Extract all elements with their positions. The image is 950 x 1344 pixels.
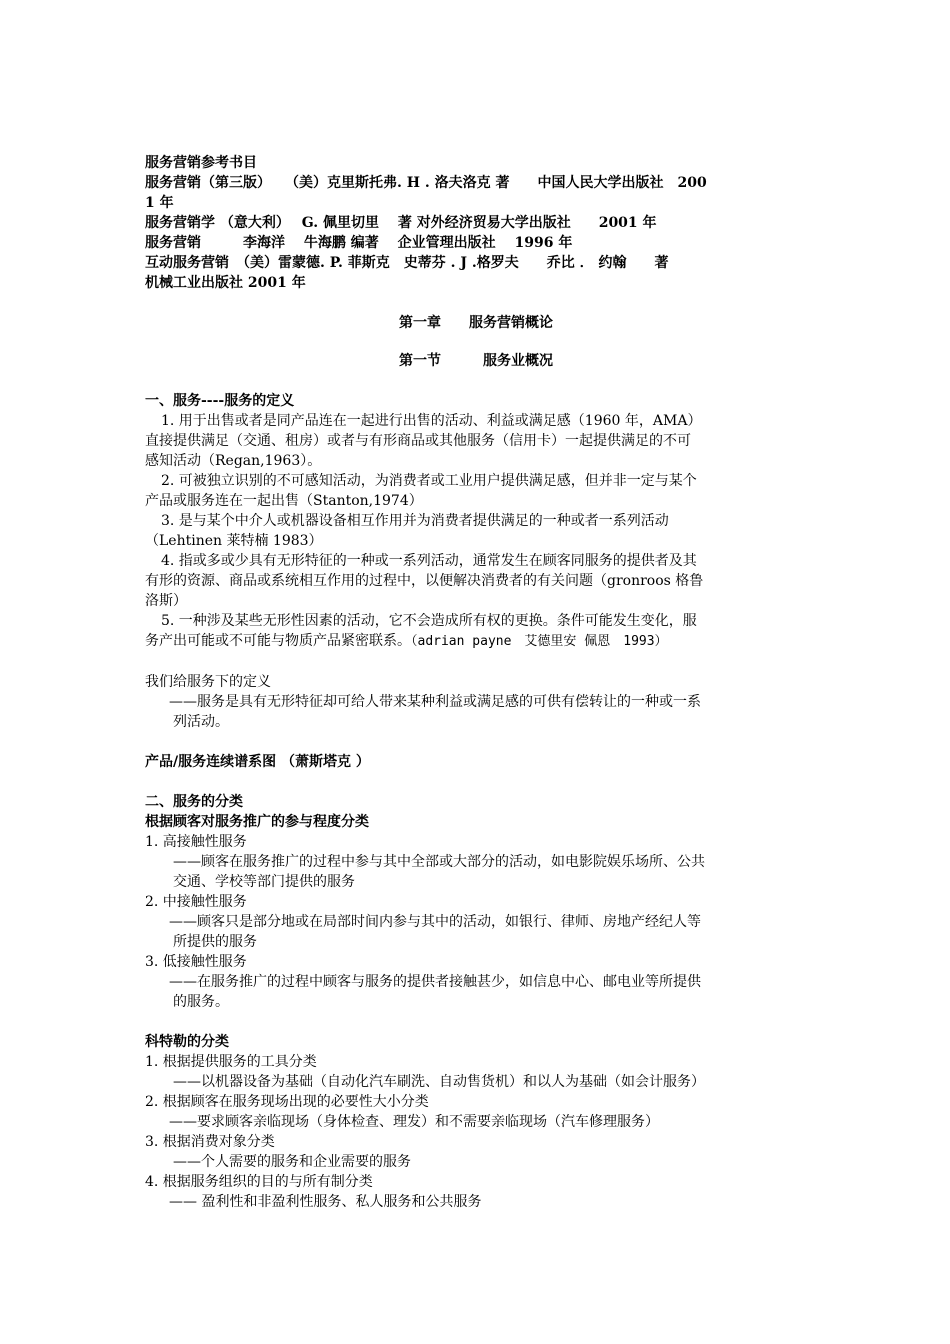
medium-contact-desc: ——顾客只是部分地或在局部时间内参与其中的活动，如银行、律师、房地产经纪人等 [169, 914, 701, 930]
medium-contact-desc-cont: 所提供的服务 [173, 934, 257, 950]
classification-heading: 二、服务的分类 [145, 794, 243, 810]
high-contact-desc-cont: 交通、学校等部门提供的服务 [173, 874, 355, 890]
reference-4: 互动服务营销 （美）雷蒙德. P. 菲斯克 史蒂芬 . J .格罗夫 乔比 ． 约翰 著 [145, 255, 669, 271]
high-contact-item: 1. 高接触性服务 [145, 834, 247, 850]
section-title: 第一节 服务业概况 [399, 353, 553, 369]
document-page [145, 153, 807, 1212]
high-contact-desc: ——顾客在服务推广的过程中参与其中全部或大部分的活动，如电影院娱乐场所、公共 [173, 854, 705, 870]
definition-2-cont: 产品或服务连在一起出售（Stanton,1974） [145, 493, 423, 509]
kotler-item-3-desc: ——个人需要的服务和企业需要的服务 [173, 1154, 411, 1170]
definition-4-cont: 有形的资源、商品或系统相互作用的过程中，以便解决消费者的有关问题（gronroos 格鲁 [145, 573, 704, 589]
low-contact-desc: ——在服务推广的过程中顾客与服务的提供者接触甚少，如信息中心、邮电业等所提供 [169, 974, 701, 990]
definition-5: 5. 一种涉及某些无形性因素的活动，它不会造成所有权的更换。条件可能发生变化，服 [161, 613, 697, 629]
reference-1: 服务营销（第三版） （美）克里斯托弗. H . 洛夫洛克 著 中国人民大学出版社 200 [145, 175, 707, 191]
reference-2: 服务营销学 （意大利） G. 佩里切里 著 对外经济贸易大学出版社 2001 年 [145, 215, 657, 231]
definition-3: 3. 是与某个中介人或机器设备相互作用并为消费者提供满足的一种或者一系列活动 [161, 513, 669, 529]
definition-1-cont: 感知活动（Regan,1963）。 [145, 453, 322, 469]
kotler-item-1-desc: ——以机器设备为基础（自动化汽车刷洗、自动售货机）和以人为基础（如会计服务） [173, 1074, 705, 1090]
definition-heading: 一、服务----服务的定义 [145, 393, 295, 409]
definition-1: 1. 用于出售或者是同产品连在一起进行出售的活动、利益或满足感（1960 年，AMA） [161, 413, 702, 429]
kotler-item-2: 2. 根据顾客在服务现场出现的必要性大小分类 [145, 1094, 429, 1110]
kotler-item-1: 1. 根据提供服务的工具分类 [145, 1054, 317, 1070]
definition-5-citation: （adrian payne 艾德里安 佩恩 1993） [411, 634, 668, 649]
our-definition-cont: 列活动。 [173, 714, 229, 730]
our-definition-intro: 我们给服务下的定义 [145, 674, 271, 690]
kotler-item-4-desc: —— 盈利性和非盈利性服务、私人服务和公共服务 [169, 1194, 482, 1210]
definition-4: 4. 指或多或少具有无形特征的一种或一系列活动，通常发生在顾客同服务的提供者及其 [161, 553, 697, 569]
definition-1-cont: 直接提供满足（交通、租房）或者与有形商品或其他服务（信用卡）一起提供满足的不可 [145, 433, 691, 449]
classification-subheading: 根据顾客对服务推广的参与程度分类 [145, 814, 369, 830]
definition-2: 2. 可被独立识别的不可感知活动，为消费者或工业用户提供满足感，但并非一定与某个 [161, 473, 697, 489]
bibliography-title: 服务营销参考书目 [145, 155, 257, 171]
reference-4-cont: 机械工业出版社 2001 年 [145, 275, 306, 291]
definition-4-cont: 洛斯） [145, 593, 187, 609]
medium-contact-item: 2. 中接触性服务 [145, 894, 247, 910]
low-contact-desc-cont: 的服务。 [173, 994, 229, 1010]
low-contact-item: 3. 低接触性服务 [145, 954, 247, 970]
spectrum-title: 产品/服务连续谱系图 （萧斯塔克 ） [145, 754, 370, 770]
kotler-item-3: 3. 根据消费对象分类 [145, 1134, 275, 1150]
kotler-item-4: 4. 根据服务组织的目的与所有制分类 [145, 1174, 373, 1190]
kotler-heading: 科特勒的分类 [145, 1034, 229, 1050]
our-definition-text: ——服务是具有无形特征却可给人带来某种利益或满足感的可供有偿转让的一种或一系 [169, 694, 701, 710]
definition-5-cont [145, 631, 807, 652]
reference-3: 服务营销 李海洋 牛海鹏 编著 企业管理出版社 1996 年 [145, 235, 573, 251]
chapter-title: 第一章 服务营销概论 [399, 315, 553, 331]
definition-5-text: 务产出可能或不可能与物质产品紧密联系。 [145, 633, 411, 649]
definition-3-cont: （Lehtinen 莱特楠 1983） [145, 533, 323, 549]
reference-1-cont: 1 年 [145, 195, 174, 211]
kotler-item-2-desc: ——要求顾客亲临现场（身体检查、理发）和不需要亲临现场（汽车修理服务） [169, 1114, 659, 1130]
